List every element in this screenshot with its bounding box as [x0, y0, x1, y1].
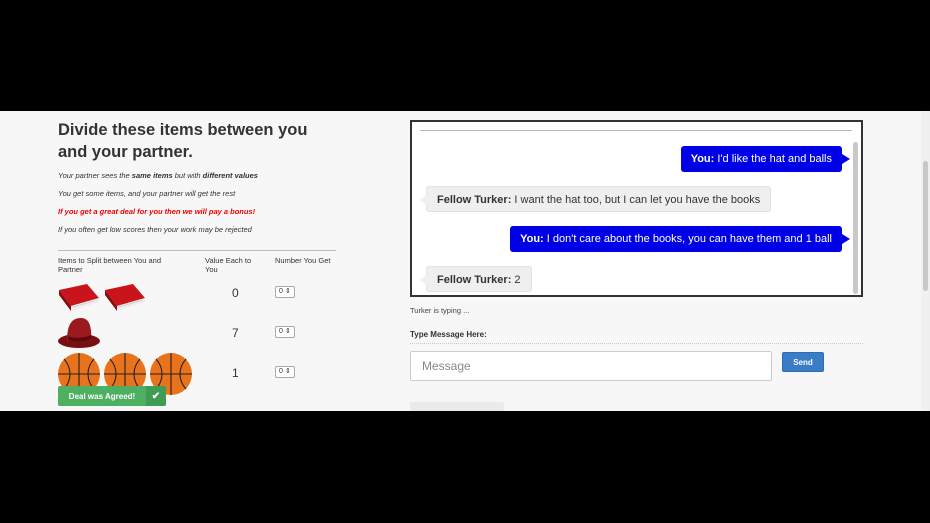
item-value: 1	[232, 366, 239, 380]
instruction-text: Your partner sees the	[58, 171, 132, 180]
message-speaker: You:	[690, 153, 715, 165]
typing-indicator: Turker is typing ...	[410, 306, 470, 315]
quantity-select-balls[interactable]: 0 ⇕	[275, 366, 295, 378]
message-you	[510, 226, 842, 252]
deal-agreed-button[interactable]	[58, 386, 166, 406]
check-icon: ✔	[146, 386, 166, 406]
deal-agreed-label: Deal was Agreed!	[68, 391, 136, 401]
message-partner	[426, 266, 532, 292]
instruction-text: but with	[172, 171, 203, 180]
message-speaker: You:	[520, 233, 544, 245]
message-label: Type Message Here:	[410, 330, 487, 339]
page-scrollbar-thumb[interactable]	[923, 161, 928, 291]
message-speaker: Fellow Turker:	[437, 274, 512, 286]
message-text: I don't care about the books, you can have them and 1 ball	[543, 233, 832, 245]
instruction-line-2: You get some items, and your partner will get the rest	[58, 189, 236, 198]
column-header-number: Number You Get	[275, 256, 331, 265]
chat-window[interactable]	[410, 120, 863, 297]
column-header-value: Value Each to You	[205, 256, 252, 274]
chat-scrollbar[interactable]	[853, 142, 858, 294]
item-value: 0	[232, 286, 239, 300]
book-icon	[57, 280, 152, 312]
item-value: 7	[232, 326, 239, 340]
message-text: 2	[511, 274, 521, 286]
send-button[interactable]: Send	[782, 352, 824, 372]
select-value: 0	[279, 288, 283, 295]
message-input[interactable]	[410, 351, 772, 381]
table-row-books	[58, 280, 336, 316]
column-header-items: Items to Split between You and Partner	[58, 256, 161, 274]
instruction-emphasis: same items	[131, 171, 173, 180]
table-row-hats	[58, 316, 336, 352]
instruction-line-1	[58, 171, 338, 181]
chat-divider	[420, 130, 852, 131]
message-text: I'd like the hat and balls	[714, 153, 832, 165]
page-scrollbar[interactable]	[921, 111, 930, 411]
items-table	[58, 250, 336, 380]
select-value: 0	[279, 368, 283, 375]
message-partner	[426, 186, 771, 212]
instruction-line-4: If you often get low scores then your work may be rejected	[58, 225, 252, 234]
secondary-button[interactable]	[410, 402, 504, 411]
instruction-bonus: If you get a great deal for you then we will pay a bonus!	[58, 207, 256, 216]
message-text: I want the hat too, but I can let you have the books	[511, 194, 761, 206]
quantity-select-hats[interactable]: 0 ⇕	[275, 326, 295, 338]
message-speaker: Fellow Turker:	[437, 194, 512, 206]
table-header	[58, 250, 336, 278]
instructions-panel	[58, 119, 338, 402]
select-value: 0	[279, 328, 283, 335]
negotiation-page	[0, 111, 930, 411]
instruction-emphasis: different values	[202, 171, 258, 180]
quantity-select-books[interactable]: 0 ⇕	[275, 286, 295, 298]
page-title: Divide these items between you and your partner.	[58, 121, 308, 161]
message-you	[681, 146, 842, 172]
hat-icon	[57, 316, 105, 350]
input-divider	[410, 343, 863, 344]
